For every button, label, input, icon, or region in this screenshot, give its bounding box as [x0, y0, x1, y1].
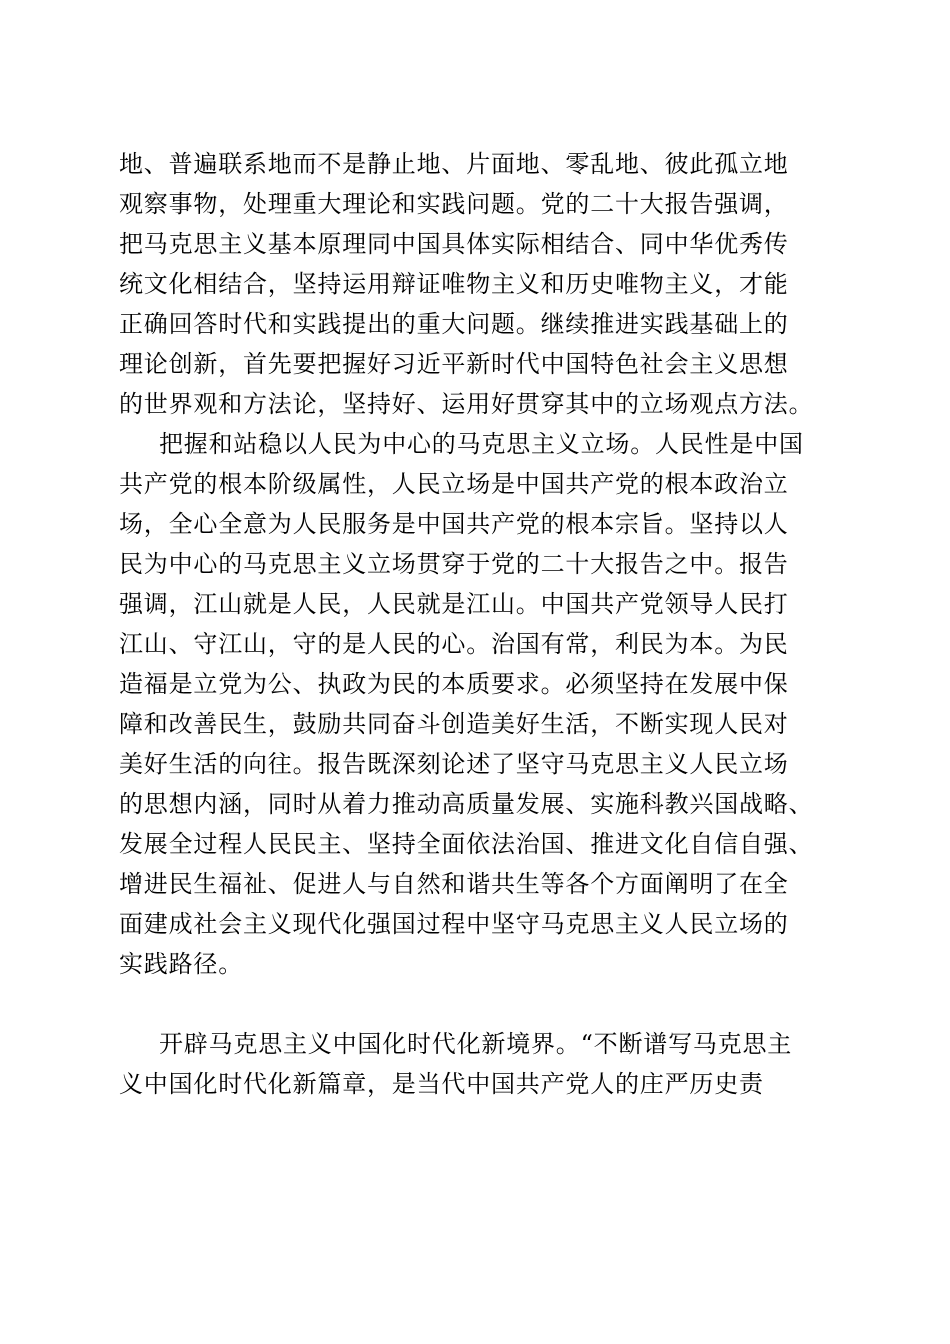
text-line [119, 984, 839, 1024]
text-line: 把马克思主义基本原理同中国具体实际相结合、同中华优秀传 [119, 230, 789, 258]
text-line: 地、普遍联系地而不是静止地、片面地、零乱地、彼此孤立地 [119, 150, 789, 178]
document-body [119, 144, 839, 1104]
text-line: 发展全过程人民民主、坚持全面依法治国、推进文化自信自强、 [119, 830, 814, 858]
text-line: 的世界观和方法论，坚持好、运用好贯穿其中的立场观点方法。 [119, 390, 814, 418]
text-line: 共产党的根本阶级属性，人民立场是中国共产党的根本政治立 [119, 470, 789, 498]
text-line: 理论创新，首先要把握好习近平新时代中国特色社会主义思想 [119, 350, 789, 378]
text-line: 的思想内涵，同时从着力推动高质量发展、实施科教兴国战略、 [119, 790, 814, 818]
text-line: 场，全心全意为人民服务是中国共产党的根本宗旨。坚持以人 [119, 510, 789, 538]
paragraph-3 [119, 1024, 839, 1104]
text-line: 民为中心的马克思主义立场贯穿于党的二十大报告之中。报告 [119, 550, 789, 578]
text-line: 统文化相结合，坚持运用辩证唯物主义和历史唯物主义，才能 [119, 270, 789, 298]
text-line: 江山、守江山，守的是人民的心。治国有常，利民为本。为民 [119, 630, 789, 658]
paragraph-1 [119, 144, 839, 424]
text-line: 强调，江山就是人民，人民就是江山。中国共产党领导人民打 [119, 590, 789, 618]
text-line: 开辟马克思主义中国化时代化新境界。“不断谱写马克思主 [159, 1030, 793, 1058]
text-line: 观察事物，处理重大理论和实践问题。党的二十大报告强调， [119, 190, 789, 218]
text-line: 正确回答时代和实践提出的重大问题。继续推进实践基础上的 [119, 310, 789, 338]
text-line: 把握和站稳以人民为中心的马克思主义立场。人民性是中国 [159, 430, 804, 458]
text-line: 障和改善民生，鼓励共同奋斗创造美好生活，不断实现人民对 [119, 710, 789, 738]
paragraph-2 [119, 424, 839, 1024]
text-line: 增进民生福祉、促进人与自然和谐共生等各个方面阐明了在全 [119, 870, 789, 898]
text-line: 实践路径。 [119, 950, 243, 978]
text-line: 美好生活的向往。报告既深刻论述了坚守马克思主义人民立场 [119, 750, 789, 778]
text-line: 造福是立党为公、执政为民的本质要求。必须坚持在发展中保 [119, 670, 789, 698]
text-line: 面建成社会主义现代化强国过程中坚守马克思主义人民立场的 [119, 910, 789, 938]
text-line: 义中国化时代化新篇章，是当代中国共产党人的庄严历史责 [119, 1070, 764, 1098]
